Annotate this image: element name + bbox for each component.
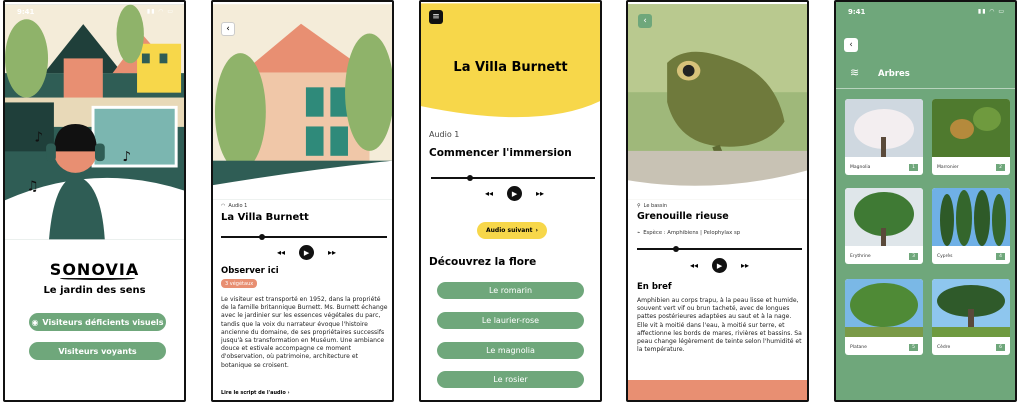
villa-description: Le visiteur est transporté en 1952, dans la propriété de la famille britannique Burnett. Ms. Burnett échange avec le jardinier sur les essences végétales du parc, tandis que la voix du narrateur évoque l'histoire ancienne du domaine, de ses propriétaires successifs jusqu'à sa transformation en Muséum. Une ambiance douce et estivale accompagne ce moment d'observation, où patrimoine, architecture et botanique se croisent. xyxy=(221,296,388,369)
chevron-right-icon: › xyxy=(535,227,538,234)
eye-icon: ◉ xyxy=(31,317,39,327)
chevron-left-icon: ‹ xyxy=(849,40,853,50)
tree-photo xyxy=(932,188,1010,246)
tree-card[interactable] xyxy=(932,99,1010,175)
frog-photo xyxy=(628,2,807,202)
audio-progress-bar[interactable] xyxy=(221,236,387,238)
play-button[interactable]: ▶ xyxy=(507,186,522,201)
observe-heading: Observer ici xyxy=(221,266,279,276)
forward-icon[interactable]: ▸▸ xyxy=(741,261,750,270)
tree-name: Cèdre xyxy=(937,345,951,350)
villa-illustration xyxy=(213,2,392,202)
tree-photo xyxy=(845,188,923,246)
player-controls xyxy=(277,245,336,260)
next-audio-label: Audio suivant xyxy=(486,227,533,234)
status-bar xyxy=(848,8,1005,20)
hamburger-icon: ≡ xyxy=(432,12,440,22)
tree-photo xyxy=(845,279,923,337)
audio-label: Audio 1 xyxy=(228,203,248,209)
divider xyxy=(836,88,1015,89)
screen-villa-audio xyxy=(419,0,602,402)
rewind-icon[interactable]: ◂◂ xyxy=(485,189,494,198)
brand-logo: SONOVIA xyxy=(49,260,140,279)
plant-button[interactable]: Le romarin xyxy=(437,282,584,299)
screen-frog-detail xyxy=(626,0,809,402)
progress-knob[interactable] xyxy=(467,175,473,181)
plant-button[interactable]: Le laurier-rose xyxy=(437,312,584,329)
progress-knob[interactable] xyxy=(673,246,679,252)
back-button[interactable] xyxy=(638,14,652,28)
immersion-heading: Commencer l'immersion xyxy=(429,147,572,159)
tree-tag: 6 xyxy=(996,344,1005,351)
hero-illustration xyxy=(5,2,184,242)
tree-photo xyxy=(932,279,1010,337)
screen-villa-detail xyxy=(211,0,394,402)
status-time: 9:41 xyxy=(848,8,866,16)
tree-category-icon: ≋ xyxy=(850,66,860,79)
species-label: Espèce : Amphibiens | Pelophylax sp xyxy=(643,230,741,236)
chevron-left-icon: ‹ xyxy=(226,24,230,34)
chevron-left-icon: ‹ xyxy=(643,16,647,26)
screen-home xyxy=(3,0,186,402)
arrow-right-icon: › xyxy=(287,390,290,396)
status-time: 9:41 xyxy=(17,8,35,16)
read-script-link[interactable] xyxy=(221,390,290,396)
headphones-icon: ◠ xyxy=(221,203,226,209)
tree-card[interactable] xyxy=(932,188,1010,264)
audio-progress-bar[interactable] xyxy=(431,177,595,179)
play-button[interactable]: ▶ xyxy=(299,245,314,260)
tree-tag: 2 xyxy=(996,164,1005,171)
visually-impaired-label: Visiteurs déficients visuels xyxy=(42,317,164,327)
read-script-label: Lire le script de l'audio xyxy=(221,390,286,396)
trees-title: Arbres xyxy=(878,69,910,79)
tree-tag: 3 xyxy=(909,253,918,260)
tree-tag: 5 xyxy=(909,344,918,351)
frog-description: Amphibien au corps trapu, à la peau lisse et humide, souvent vert vif ou brun tacheté, avec de longues pattes postérieures adaptées au saut et à la nage. Elle vit à moitié dans l'eau, à moitié sur terre, et affectionne les bords de mares, rivières et bassins. Sa peau change légèrement de teinte selon l'humidité et la température. xyxy=(637,297,802,354)
location-row xyxy=(637,203,667,209)
progress-knob[interactable] xyxy=(259,234,265,240)
svg-text:♫: ♫ xyxy=(26,178,39,195)
tree-tag: 4 xyxy=(996,253,1005,260)
flora-heading: Découvrez la flore xyxy=(429,256,537,268)
species-row xyxy=(637,230,740,236)
tree-tag: 1 xyxy=(909,164,918,171)
location-pin-icon: ⚲ xyxy=(637,203,641,209)
next-audio-button[interactable] xyxy=(477,222,547,239)
status-icons: ▮▮ ◠ ▭ xyxy=(146,8,174,15)
rewind-icon[interactable]: ◂◂ xyxy=(690,261,699,270)
plant-button[interactable]: Le rosier xyxy=(437,371,584,388)
tree-photo xyxy=(932,99,1010,157)
species-icon: ⌁ xyxy=(637,230,641,236)
audio-label: Audio 1 xyxy=(429,130,460,139)
tree-card[interactable] xyxy=(932,279,1010,355)
back-button[interactable] xyxy=(221,22,235,36)
plants-tag[interactable]: 3 végétaux xyxy=(221,279,257,288)
status-bar xyxy=(17,8,174,20)
back-button[interactable] xyxy=(844,38,858,52)
sighted-visitors-label: Visiteurs voyants xyxy=(58,346,137,356)
tree-name: Magnolia xyxy=(850,165,871,170)
svg-text:♪: ♪ xyxy=(122,149,132,166)
location-label: Le bassin xyxy=(643,203,668,209)
summary-heading: En bref xyxy=(637,282,672,292)
player-controls xyxy=(690,258,749,273)
tree-card[interactable] xyxy=(845,279,923,355)
tree-name: Marronier xyxy=(937,165,959,170)
forward-icon[interactable]: ▸▸ xyxy=(328,248,337,257)
brand-wave xyxy=(60,277,135,280)
audio-label-row xyxy=(221,203,247,209)
visually-impaired-button[interactable] xyxy=(29,313,166,331)
sighted-visitors-button[interactable] xyxy=(29,342,166,360)
tree-photo xyxy=(845,99,923,157)
forward-icon[interactable]: ▸▸ xyxy=(536,189,545,198)
screen-trees xyxy=(834,0,1017,402)
tree-card[interactable] xyxy=(845,188,923,264)
villa-title: La Villa Burnett xyxy=(221,212,309,223)
frog-title: Grenouille rieuse xyxy=(637,211,729,222)
tree-name: Erythrine xyxy=(850,254,871,259)
app-subtitle: Le jardin des sens xyxy=(43,285,146,296)
tree-name: Platane xyxy=(850,345,867,350)
svg-text:♪: ♪ xyxy=(34,129,44,146)
menu-button[interactable] xyxy=(429,10,443,24)
villa-audio-title: La Villa Burnett xyxy=(453,60,568,75)
tree-name: Cyprès xyxy=(937,254,953,259)
plant-button[interactable]: Le magnolia xyxy=(437,342,584,359)
play-button[interactable]: ▶ xyxy=(712,258,727,273)
player-controls xyxy=(485,186,544,201)
rewind-icon[interactable]: ◂◂ xyxy=(277,248,286,257)
status-icons: ▮▮ ◠ ▭ xyxy=(977,8,1005,15)
footer-band xyxy=(628,380,807,400)
tree-card[interactable] xyxy=(845,99,923,175)
audio-progress-bar[interactable] xyxy=(637,248,802,250)
